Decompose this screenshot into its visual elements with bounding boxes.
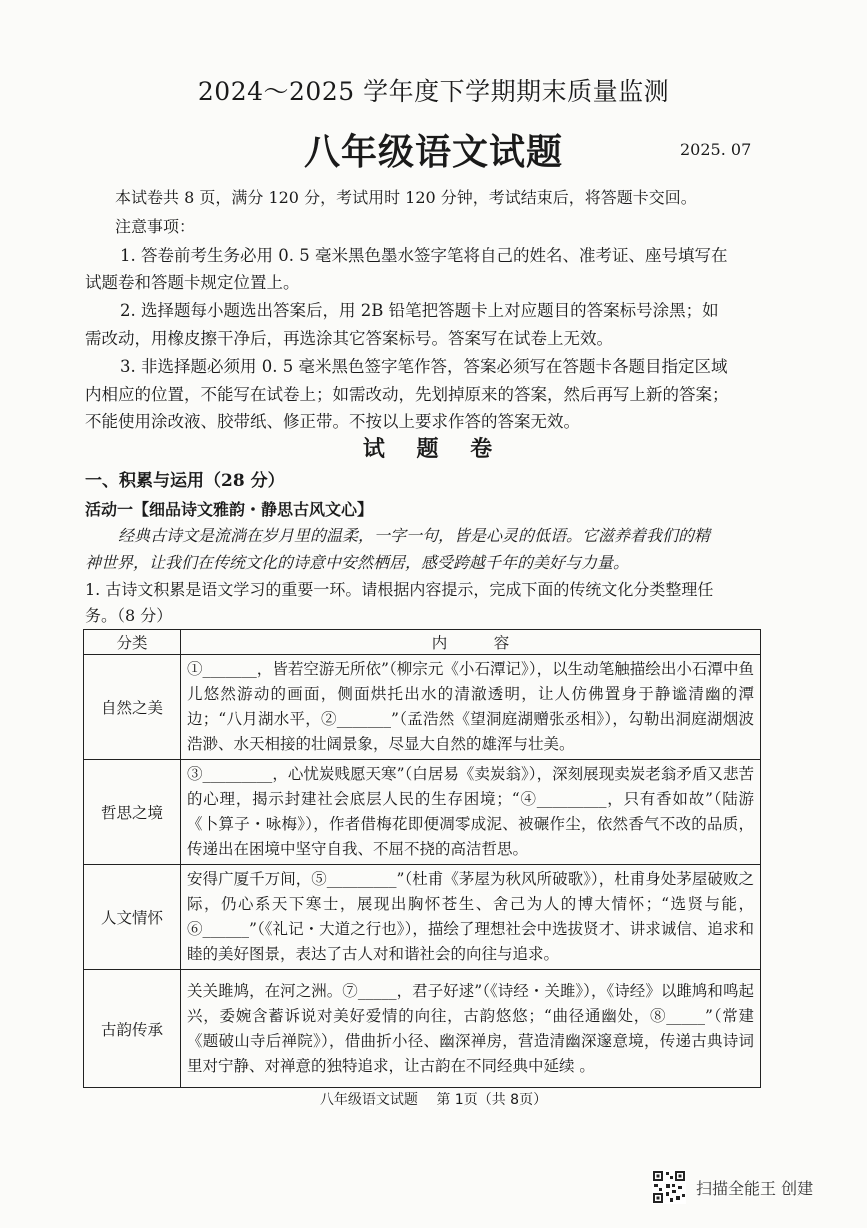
exam-date: 2025. 07: [680, 140, 752, 159]
notice-item-3c: 不能使用涂改液、胶带纸、修正带。不按以上要求作答的答案无效。: [85, 412, 580, 431]
row-content: ①_______，皆若空游无所依”（柳宗元《小石潭记》），以生动笔触描绘出小石潭中鱼儿悠然游动的画面，侧面烘托出水的清澈透明，让人仿佛置身于静谧清幽的潭边；“八月湖水平，②_______”（孟浩然《望洞庭湖赠张丞相》），勾勒出洞庭湖烟波浩渺、水天相接的壮阔景象，尽显大自然的雄浑与壮美。: [181, 655, 761, 760]
row-category: 自然之美: [84, 655, 181, 760]
notice-label: 注意事项：: [115, 217, 196, 236]
page-footer: 八年级语文试题 第 1页（共 8页）: [319, 1092, 548, 1108]
question-1-line1: 1. 古诗文积累是语文学习的重要一环。请根据内容提示，完成下面的传统文化分类整理任: [85, 580, 714, 599]
exam-title: 2024～2025 学年度下学期期末质量监测: [197, 77, 670, 106]
row-content: 安得广厦千万间，⑤_________”（杜甫《茅屋为秋风所破歌》），杜甫身处茅屋破败之际，仍心系天下寒士，展现出胸怀苍生、舍己为人的博大情怀；“选贤与能，⑥______”（《礼记・大道之行也》），描绘了理想社会中选拔贤才、讲求诚信、追求和睦的美好图景，表达了古人对和谐社会的向往与追求。: [181, 865, 761, 970]
intro-summary: 本试卷共 8 页，满分 120 分，考试用时 120 分钟，考试结束后，将答题卡交回。: [115, 188, 697, 207]
activity-title: 活动一【细品诗文雅韵・静思古风文心】: [85, 500, 374, 519]
table-row: [84, 655, 761, 760]
scanner-label: 扫描全能王 创建: [696, 1178, 814, 1198]
notice-item-1a: 1. 答卷前考生务必用 0. 5 毫米黑色墨水签字笔将自己的姓名、准考证、座号填写在: [120, 246, 728, 265]
part-one-heading: 一、积累与运用（28 分）: [85, 471, 285, 491]
qr-code-icon: [652, 1170, 686, 1204]
classification-table: [83, 629, 761, 1088]
row-category: 哲思之境: [84, 760, 181, 865]
table-header-row: [84, 630, 761, 655]
table-row: [84, 970, 761, 1088]
row-content: ③_________，心忧炭贱愿天寒”（白居易《卖炭翁》），深刻展现卖炭老翁矛盾又悲苦的心理，揭示封建社会底层人民的生存困境；“④_________，只有香如故”（陆游《卜算子・咏梅》），作者借梅花即便凋零成泥、被碾作尘，依然香气不改的品质，传递出在困境中坚守自我、不屈不挠的高洁哲思。: [181, 760, 761, 865]
table-row: [84, 865, 761, 970]
row-category: 人文情怀: [84, 865, 181, 970]
scanner-watermark: [652, 1170, 813, 1204]
notice-item-1b: 试题卷和答题卡规定位置上。: [85, 273, 300, 292]
header-content: 内 容: [181, 630, 761, 655]
question-1-line2: 务。（8 分）: [85, 606, 173, 625]
row-content: 关关雎鸠，在河之洲。⑦_____，君子好逑”（《诗经・关雎》），《诗经》以雎鸠和鸣起兴，委婉含蓄诉说对美好爱情的向往，古韵悠悠；“曲径通幽处，⑧_____”（常建《题破山寺后禅院》），借曲折小径、幽深禅房，营造清幽深邃意境，传递古典诗词里对宁静、对禅意的独特追求，让古韵在不同经典中延续 。: [181, 970, 761, 1088]
main-title: 八年级语文试题: [303, 131, 563, 173]
header-category: 分类: [84, 630, 181, 655]
notice-item-2b: 需改动，用橡皮擦干净后，再选涂其它答案标号。答案写在试卷上无效。: [85, 329, 613, 348]
notice-item-3b: 内相应的位置，不能写在试卷上；如需改动，先划掉原来的答案，然后再写上新的答案；: [85, 385, 729, 404]
lead-paragraph-1: 经典古诗文是流淌在岁月里的温柔，一字一句，皆是心灵的低语。它滋养着我们的精: [118, 526, 711, 545]
section-title: 试 题 卷: [362, 436, 505, 462]
lead-paragraph-2: 神世界，让我们在传统文化的诗意中安然栖居，感受跨越千年的美好与力量。: [85, 553, 630, 572]
notice-item-2a: 2. 选择题每小题选出答案后，用 2B 铅笔把答题卡上对应题目的答案标号涂黑；如: [120, 301, 719, 320]
notice-item-3a: 3. 非选择题必须用 0. 5 毫米黑色签字笔作答，答案必须写在答题卡各题目指定区域: [120, 357, 728, 376]
table-row: [84, 760, 761, 865]
row-category: 古韵传承: [84, 970, 181, 1088]
